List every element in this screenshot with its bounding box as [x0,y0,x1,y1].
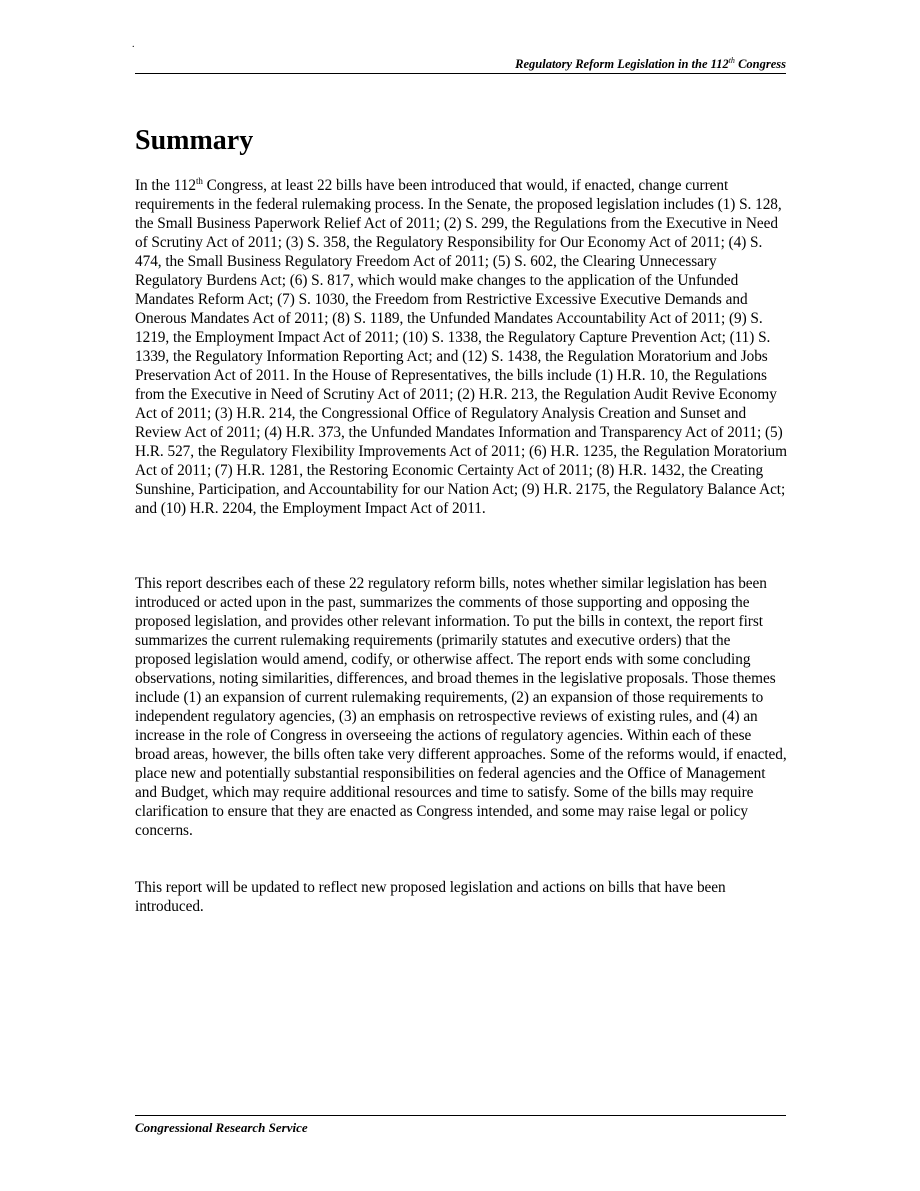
p1-sup: th [195,175,203,186]
footer-divider [135,1115,786,1116]
footer-label: Congressional Research Service [135,1120,308,1135]
summary-paragraph-1 [135,176,787,518]
summary-paragraph-3: This report will be updated to reflect new proposed legislation and actions on bills that have been introduced. [135,879,726,915]
page-title: Summary [135,125,254,156]
header-title-suffix: Congress [734,57,786,71]
header-title-prefix: Regulatory Reform Legislation in the 112 [515,57,729,71]
running-header [135,56,786,72]
header-divider [135,73,786,74]
stray-mark: . [132,39,135,50]
summary-paragraph-2: This report describes each of these 22 regulatory reform bills, notes whether similar legislation has been introduced or acted upon in the past, summarizes the comments of those supporting and opposing the proposed legislation, and provides other relevant information. To put the bills in context, the report first summarizes the current rulemaking requirements (primarily statutes and executive orders) that the proposed legislation would amend, codify, or otherwise affect. The report ends with some concluding observations, noting similarities, differences, and broad themes in the legislative proposals. Those themes include (1) an expansion of current rulemaking requirements, (2) an expansion of those requirements to independent regulatory agencies, (3) an emphasis on retrospective reviews of existing rules, and (4) an increase in the role of Congress in overseeing the actions of regulatory agencies. Within each of these broad areas, however, the bills often take very different approaches. Some of the reforms would, if enacted, place new and potentially substantial responsibilities on federal agencies and the Office of Management and Budget, which may require additional resources and time to satisfy. Some of the bills may require clarification to ensure that they are enacted as Congress intended, and some may raise legal or policy concerns. [135,575,787,839]
p1-body: Congress, at least 22 bills have been introduced that would, if enacted, change current requirements in the federal rulemaking process. In the Senate, the proposed legislation includes (1) S. 128, the Small Business Paperwork Relief Act of 2011; (2) S. 299, the Regulations from the Executive in Need of Scrutiny Act of 2011; (3) S. 358, the Regulatory Responsibility for Our Economy Act of 2011; (4) S. 474, the Small Business Regulatory Freedom Act of 2011; (5) S. 602, the Clearing Unnecessary Regulatory Burdens Act; (6) S. 817, which would make changes to the application of the Unfunded Mandates Reform Act; (7) S. 1030, the Freedom from Restrictive Excessive Executive Demands and Onerous Mandates Act of 2011; (8) S. 1189, the Unfunded Mandates Accountability Act of 2011; (9) S. 1219, the Employment Impact Act of 2011; (10) S. 1338, the Regulatory Capture Prevention Act; (11) S. 1339, the Regulatory Information Reporting Act; and (12) S. 1438, the Regulation Moratorium and Jobs Preservation Act of 2011. In the House of Representatives, the bills include (1) H.R. 10, the Regulations from the Executive in Need of Scrutiny Act of 2011; (2) H.R. 213, the Regulation Audit Revive Economy Act of 2011; (3) H.R. 214, the Congressional Office of Regulatory Analysis Creation and Sunset and Review Act of 2011; (4) H.R. 373, the Unfunded Mandates Information and Transparency Act of 2011; (5) H.R. 527, the Regulatory Flexibility Improvements Act of 2011; (6) H.R. 1235, the Regulation Moratorium Act of 2011; (7) H.R. 1281, the Restoring Economic Certainty Act of 2011; (8) H.R. 1432, the Creating Sunshine, Participation, and Accountability for our Nation Act; (9) H.R. 2175, the Regulatory Balance Act; and (10) H.R. 2204, the Employment Impact Act of 2011. [135,177,787,517]
p1-prefix: In the 112 [135,177,196,194]
header-title-sup: th [728,55,735,65]
